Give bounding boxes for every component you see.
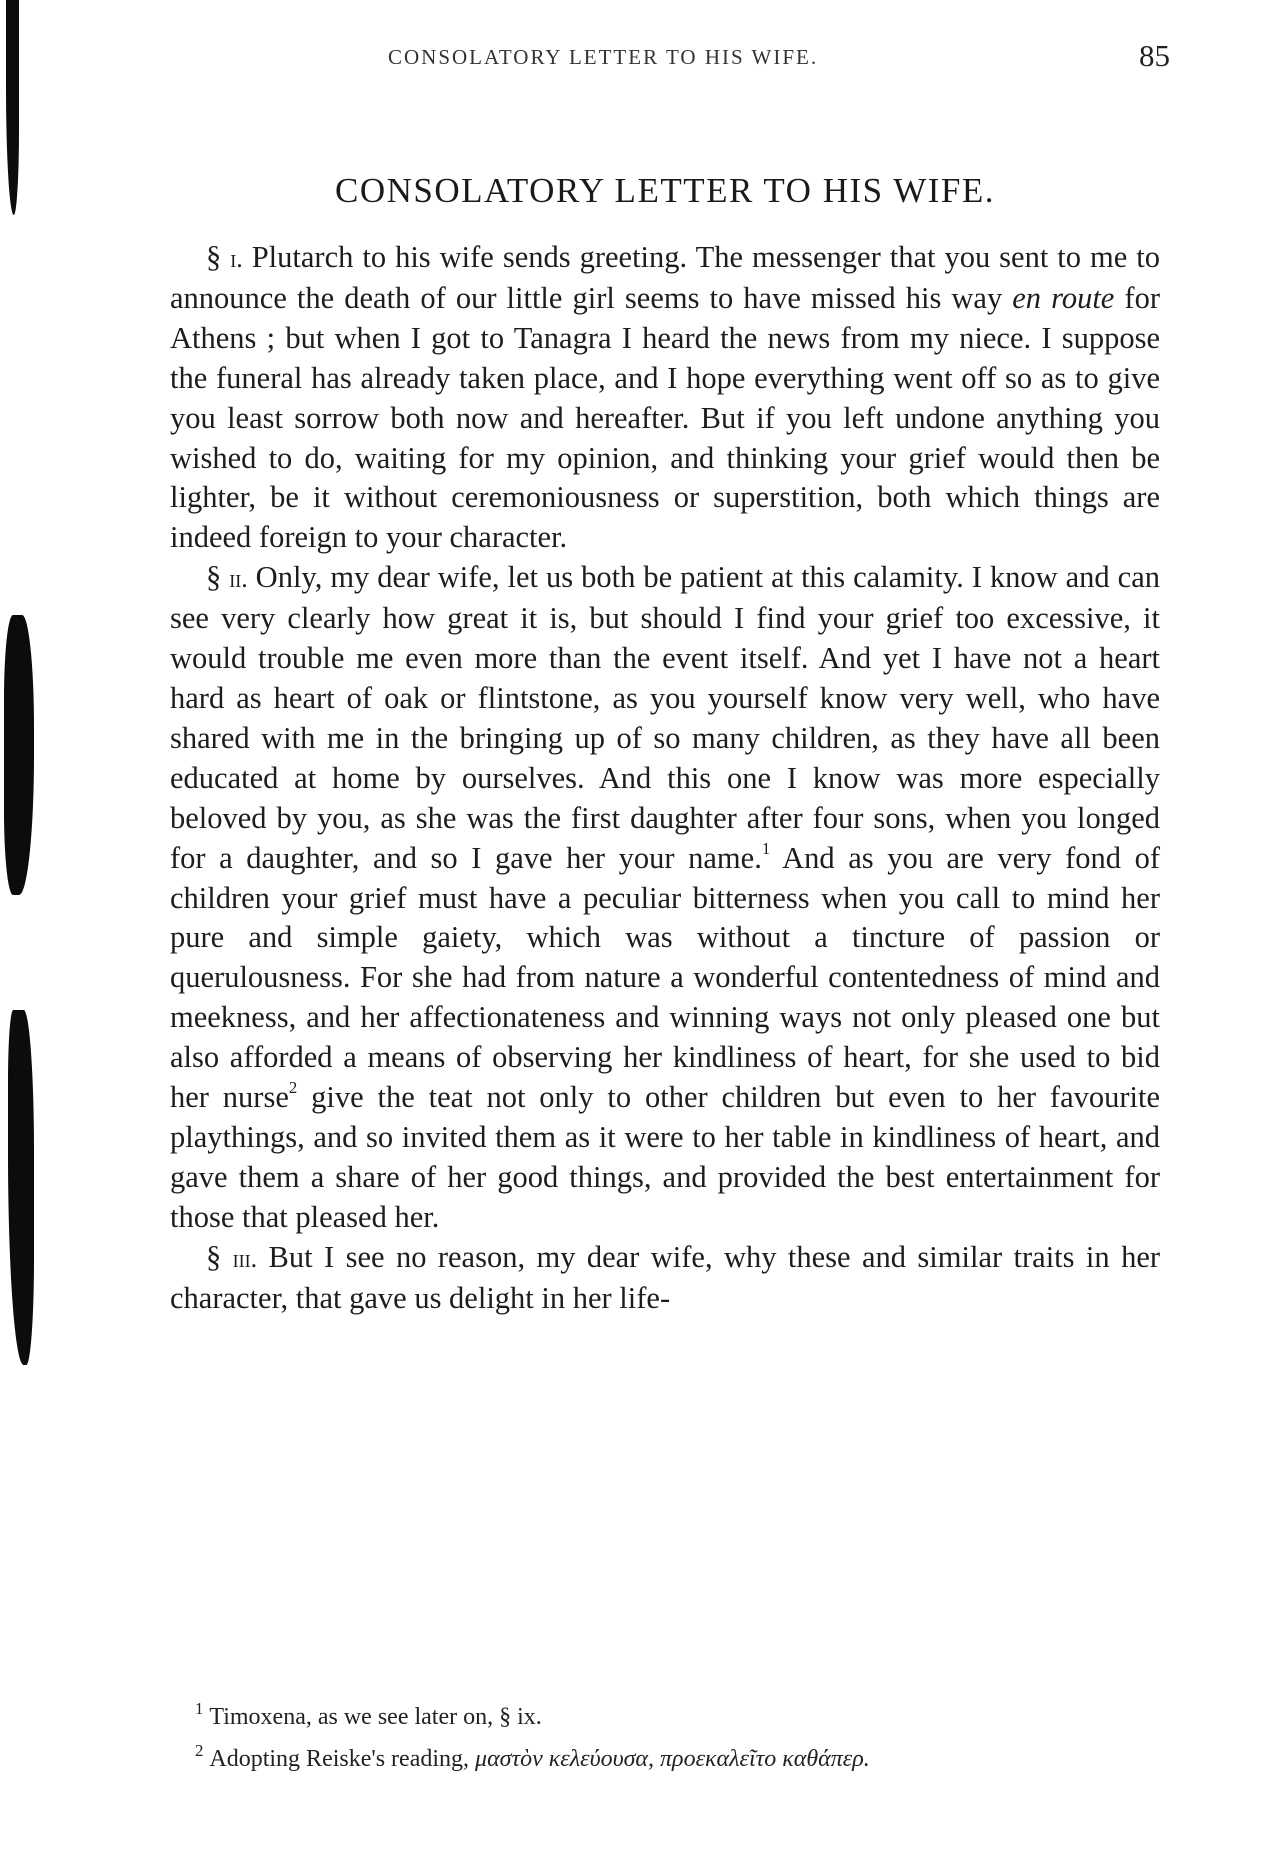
footnote-mark: 2 (195, 1741, 204, 1761)
paragraph-text: give the teat not only to other children but even to her favourite playthings, and so invited them as it were to her table in kindliness of heart, and gave them a share of her good things, and provided the best entertainment for those that pleased her. (170, 1080, 1160, 1234)
section-numeral: i. (230, 244, 243, 273)
section-numeral: iii. (232, 1243, 258, 1273)
paragraph-text: And as you are very fond of children your grief must have a peculiar bitterness when you call to mind her pure and simple gaiety, which was without a tincture of passion or querulousness. For she had from nature a wonderful contentedness of mind and meekness, and her affectionateness and winning ways not only pleased one but also afforded a means of observing her kindliness of heart, for she used to bid her nurse (170, 840, 1160, 1115)
paragraph-section-3 (170, 1238, 1160, 1319)
paragraph-text: for Athens ; but when I got to Tanagra I heard the news from my niece. I suppose the funeral has already taken place, and I hope everything went off so as to give you least sorrow both now and hereafter. But if you left undone anything you wished to do, waiting for my opinion, and thinking your grief would then be lighter, be it without ceremoniousness or superstition, both which things are indeed foreign to your character. (170, 280, 1160, 555)
scan-edge-artifacts (0, 0, 40, 1849)
footnote-greek-text: μαστὸν κελεύουσα, προεκαλεῖτο καθάπερ. (475, 1746, 870, 1773)
section-sign: § (206, 560, 222, 595)
footnote-ref: 2 (288, 1077, 298, 1097)
paragraph-text: Plutarch to his wife sends greeting. The messenger that you sent to me to announce the death of our little girl seems to have missed his way (170, 240, 1160, 315)
section-sign: § (206, 240, 222, 274)
footnote-ref: 1 (761, 838, 771, 858)
page-number: 85 (1139, 38, 1170, 73)
section-numeral: ii. (229, 564, 248, 594)
paragraph-text: But I see no reason, my dear wife, why these and similar traits in her character, that gave us delight in her life- (170, 1239, 1161, 1315)
footnote-2 (195, 1734, 1175, 1776)
paragraph-section-2 (170, 558, 1160, 1237)
paragraph-text: Only, my dear wife, let us both be patient at this calamity. I know and can see very clearly how great it is, but should I find your grief too excessive, it would trouble me even more than the event itself. And yet I have not a heart hard as heart of oak or flintstone, as you yourself know very well, who have shared with me in the bringing up of so many children, as they have all been educated at home by ourselves. And this one I know was more especially beloved by you, as she was the first daughter after four sons, when you longed for a daughter, and so I gave her your name. (170, 560, 1160, 875)
chapter-title: CONSOLATORY LETTER TO HIS WIFE. (334, 171, 995, 210)
running-head (160, 40, 1170, 80)
italic-phrase: en route (1012, 280, 1115, 315)
paragraph-section-1 (170, 238, 1160, 558)
footnotes (195, 1692, 1175, 1776)
footnote-text: Timoxena, as we see later on, § ix. (209, 1704, 542, 1731)
body-text (170, 238, 1160, 1318)
section-sign: § (206, 1239, 222, 1274)
footnote-text: Adopting Reiske's reading, (209, 1746, 476, 1773)
footnote-1 (195, 1692, 1175, 1734)
running-head-title: CONSOLATORY LETTER TO HIS WIFE. (388, 45, 819, 69)
footnote-mark: 1 (195, 1699, 204, 1718)
